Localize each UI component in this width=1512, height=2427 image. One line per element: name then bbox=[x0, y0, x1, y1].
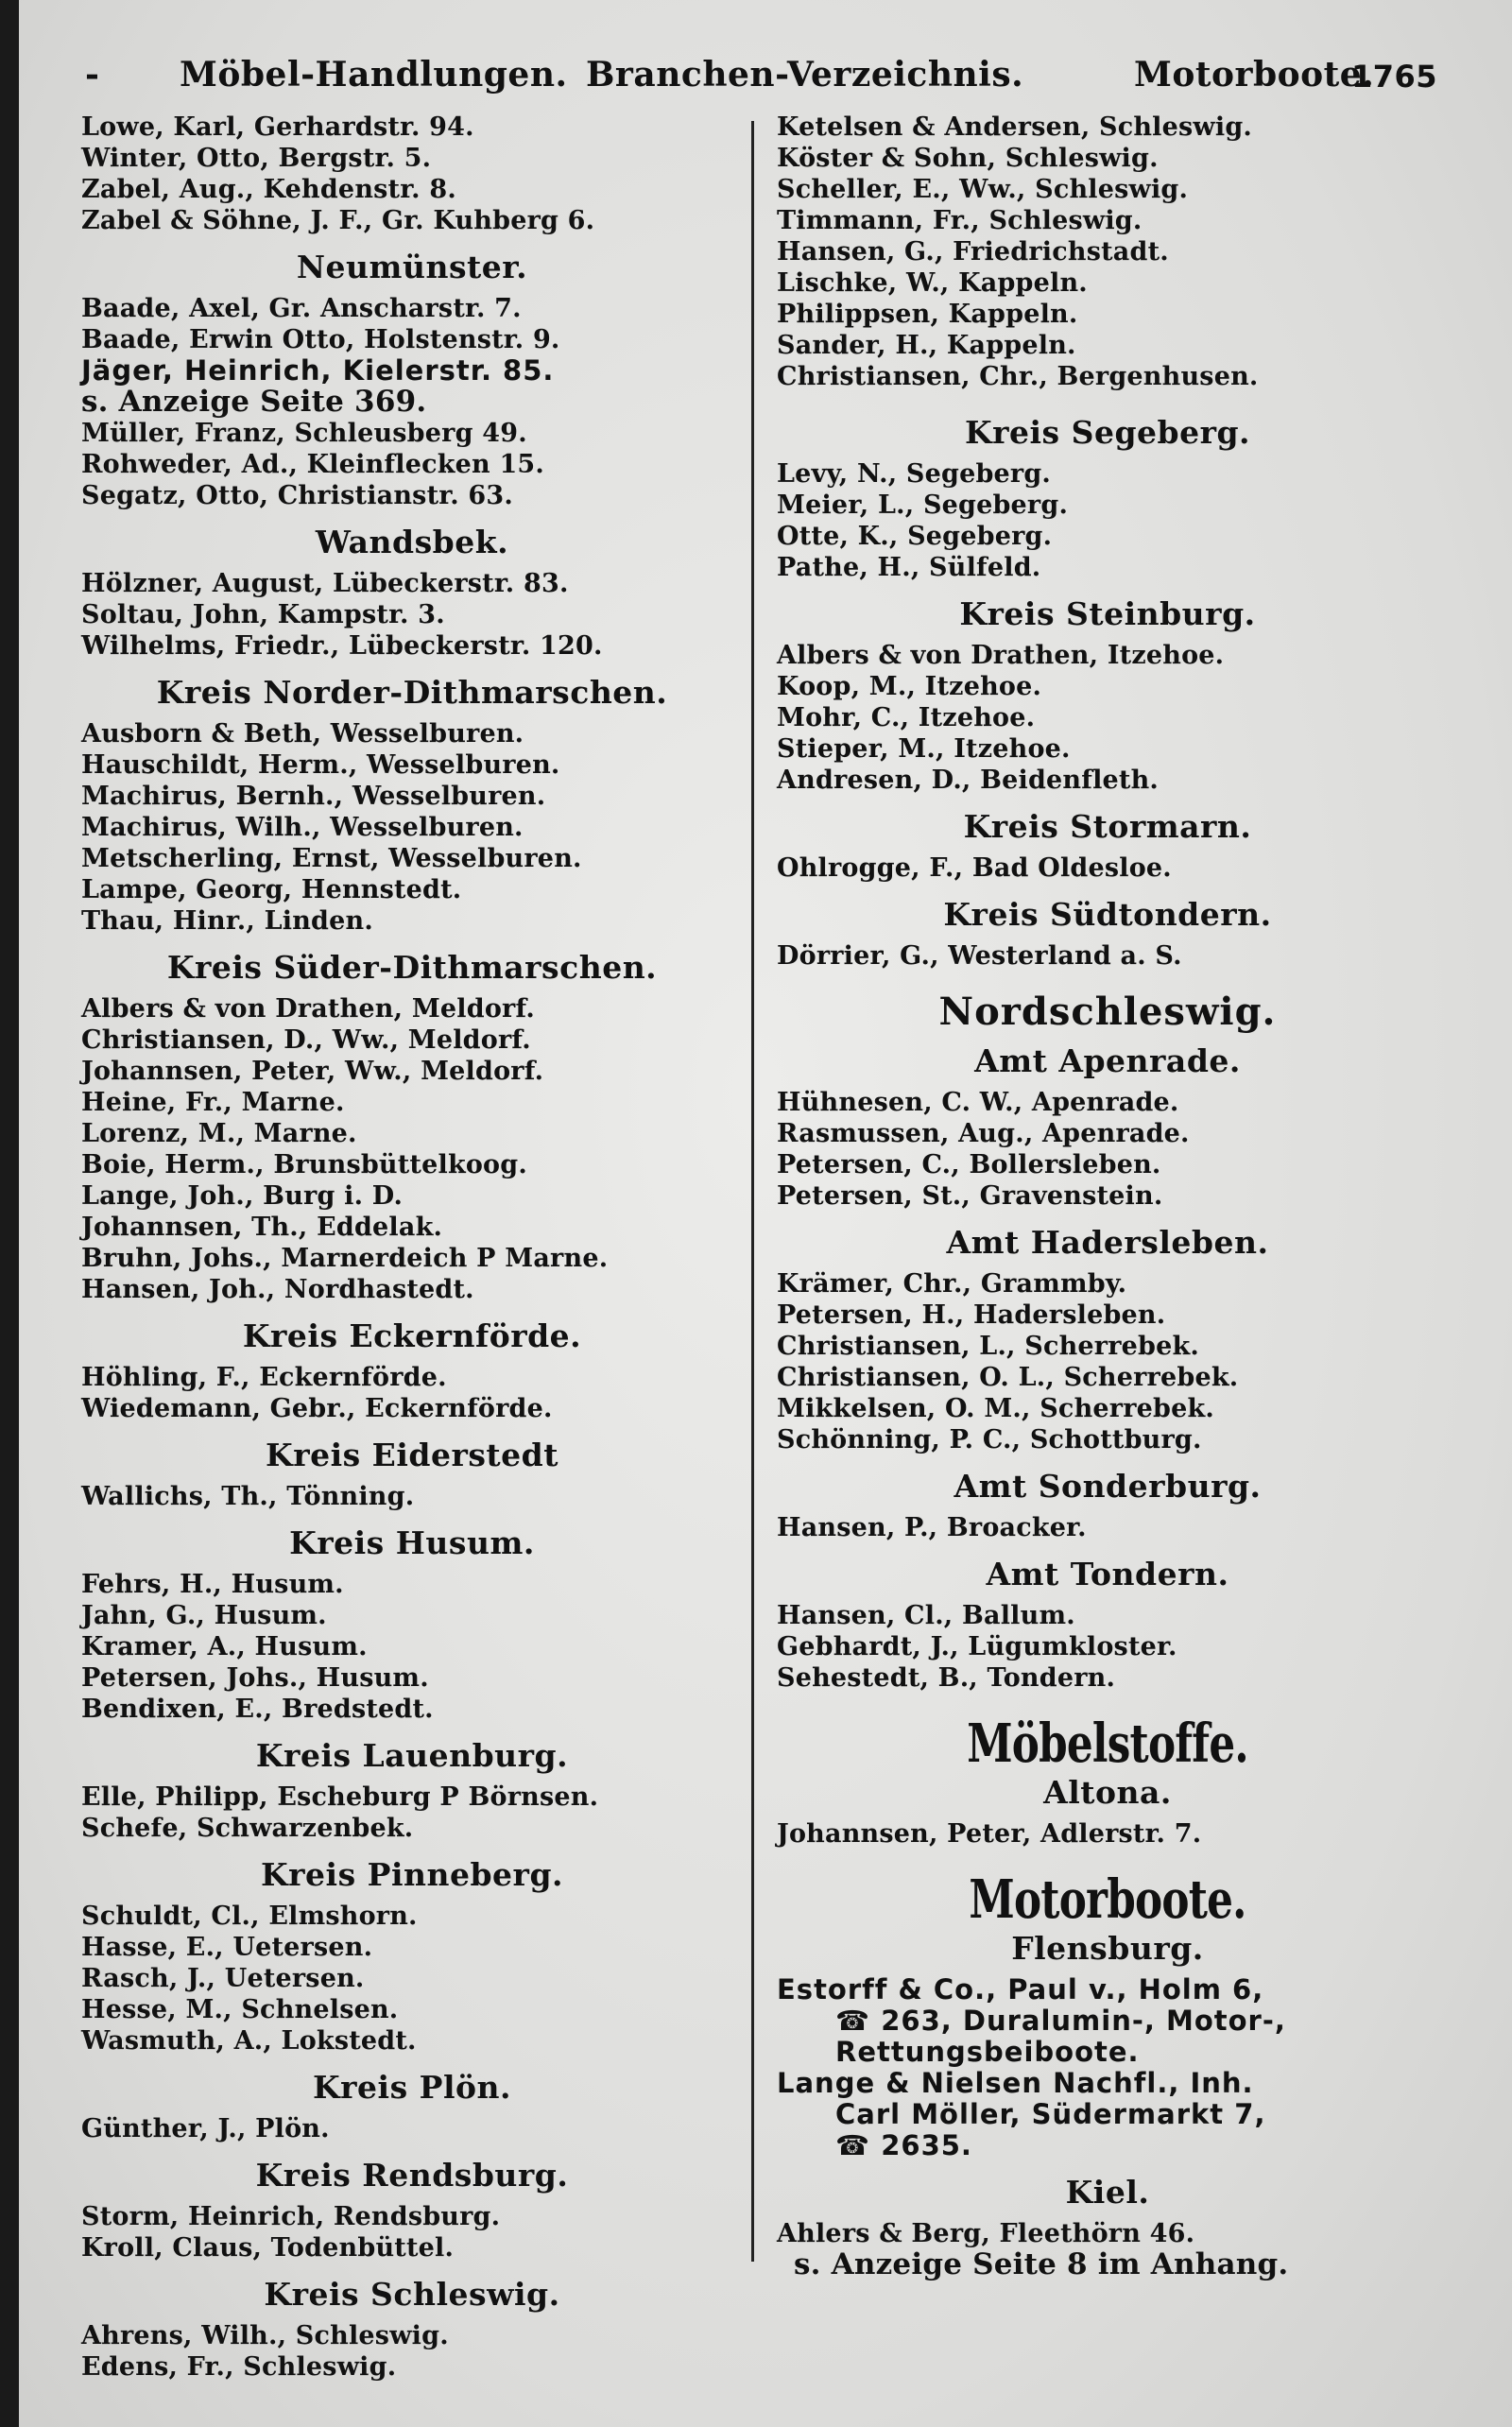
list-item: Pathe, H., Sülfeld. bbox=[777, 553, 1041, 582]
list-item: Lampe, Georg, Hennstedt. bbox=[81, 875, 462, 904]
list-item: Hauschildt, Herm., Wesselburen. bbox=[81, 750, 560, 780]
category-heading-moebelstoffe: Möbelstoffe. bbox=[967, 1713, 1248, 1775]
category-heading-motorboote: Motorboote. bbox=[969, 1868, 1246, 1931]
list-item: Zabel, Aug., Kehdenstr. 8. bbox=[81, 175, 456, 204]
list-item: Ohlrogge, F., Bad Oldesloe. bbox=[777, 853, 1172, 883]
list-item: Johannsen, Peter, Ww., Meldorf. bbox=[81, 1057, 544, 1086]
list-item: Rettungsbeiboote. bbox=[835, 2036, 1140, 2068]
list-item: Andresen, D., Beidenfleth. bbox=[777, 766, 1160, 795]
header-center-title: Branchen-Verzeichnis. bbox=[586, 55, 1024, 95]
list-item: Schefe, Schwarzenbek. bbox=[81, 1814, 414, 1843]
section-heading-rendsburg: Kreis Rendsburg. bbox=[255, 2157, 569, 2194]
list-item: Christiansen, L., Scherrebek. bbox=[777, 1332, 1199, 1361]
list-item: Lischke, W., Kappeln. bbox=[777, 268, 1088, 298]
section-heading-sonderburg: Amt Sonderburg. bbox=[954, 1468, 1262, 1505]
list-item: Hansen, Joh., Nordhastedt. bbox=[81, 1275, 474, 1304]
section-heading-suedtondern: Kreis Südtondern. bbox=[943, 896, 1272, 933]
section-heading-sueder-dithmarschen: Kreis Süder-Dithmarschen. bbox=[166, 949, 658, 986]
list-item: Elle, Philipp, Escheburg P Börnsen. bbox=[81, 1782, 599, 1812]
list-item: Krämer, Chr., Grammby. bbox=[777, 1269, 1127, 1299]
list-item: Lange & Nielsen Nachfl., Inh. bbox=[777, 2067, 1254, 2099]
list-item: Lange, Joh., Burg i. D. bbox=[81, 1181, 404, 1211]
section-heading-neumuenster: Neumünster. bbox=[296, 249, 528, 285]
list-item: Günther, J., Plön. bbox=[81, 2114, 330, 2143]
section-heading-kiel: Kiel. bbox=[1065, 2174, 1150, 2211]
list-item: Thau, Hinr., Linden. bbox=[81, 906, 373, 936]
section-heading-pinneberg: Kreis Pinneberg. bbox=[260, 1856, 564, 1893]
list-item: Albers & von Drathen, Meldorf. bbox=[81, 994, 535, 1024]
list-item: Wallichs, Th., Tönning. bbox=[81, 1482, 415, 1511]
list-item: Kroll, Claus, Todenbüttel. bbox=[81, 2233, 455, 2263]
list-item: Gebhardt, J., Lügumkloster. bbox=[777, 1632, 1177, 1661]
list-item: Hansen, Cl., Ballum. bbox=[777, 1601, 1075, 1630]
section-heading-eckernfoerde: Kreis Eckernförde. bbox=[242, 1317, 582, 1354]
list-item: Jahn, G., Husum. bbox=[81, 1601, 327, 1630]
list-item: Bendixen, E., Bredstedt. bbox=[81, 1695, 434, 1724]
section-heading-hadersleben: Amt Hadersleben. bbox=[946, 1224, 1269, 1261]
section-heading-altona: Altona. bbox=[1043, 1774, 1172, 1811]
section-heading-schleswig: Kreis Schleswig. bbox=[264, 2276, 560, 2313]
section-heading-stormarn: Kreis Stormarn. bbox=[963, 808, 1252, 845]
highlight-entry: Jäger, Heinrich, Kielerstr. 85. bbox=[81, 354, 555, 387]
list-item: Hesse, M., Schnelsen. bbox=[81, 1995, 399, 2024]
list-item: Christiansen, O. L., Scherrebek. bbox=[777, 1363, 1239, 1392]
list-item: Machirus, Bernh., Wesselburen. bbox=[81, 782, 546, 811]
column-divider bbox=[751, 121, 754, 2262]
list-item: Mohr, C., Itzehoe. bbox=[777, 703, 1036, 732]
list-item: Petersen, H., Hadersleben. bbox=[777, 1300, 1166, 1330]
list-item: Segatz, Otto, Christianstr. 63. bbox=[81, 481, 513, 510]
section-heading-flensburg: Flensburg. bbox=[1011, 1930, 1204, 1967]
list-item: Edens, Fr., Schleswig. bbox=[81, 2352, 397, 2382]
left-column bbox=[81, 112, 743, 2383]
list-item: Wiedemann, Gebr., Eckernförde. bbox=[81, 1394, 553, 1423]
list-item: Carl Möller, Südermarkt 7, bbox=[835, 2098, 1266, 2130]
list-item: Hühnesen, C. W., Apenrade. bbox=[777, 1088, 1179, 1117]
list-item: Soltau, John, Kampstr. 3. bbox=[81, 600, 445, 629]
list-item: Storm, Heinrich, Rendsburg. bbox=[81, 2202, 501, 2231]
list-item: Köster & Sohn, Schleswig. bbox=[777, 144, 1159, 173]
list-item: Fehrs, H., Husum. bbox=[81, 1570, 344, 1599]
list-item: Levy, N., Segeberg. bbox=[777, 459, 1052, 489]
section-heading-tondern: Amt Tondern. bbox=[986, 1556, 1229, 1592]
list-item: Sander, H., Kappeln. bbox=[777, 331, 1076, 360]
list-item: Machirus, Wilh., Wesselburen. bbox=[81, 813, 524, 842]
right-column bbox=[777, 112, 1438, 2281]
list-item: Schönning, P. C., Schottburg. bbox=[777, 1425, 1202, 1454]
list-item: Boie, Herm., Brunsbüttelkoog. bbox=[81, 1150, 527, 1179]
list-item: Ausborn & Beth, Wesselburen. bbox=[81, 719, 524, 749]
list-item: Baade, Axel, Gr. Anscharstr. 7. bbox=[81, 294, 522, 323]
section-heading-lauenburg: Kreis Lauenburg. bbox=[255, 1737, 569, 1774]
list-item: Albers & von Drathen, Itzehoe. bbox=[777, 641, 1225, 670]
list-item: Johannsen, Peter, Adlerstr. 7. bbox=[777, 1819, 1202, 1849]
advert-note: s. Anzeige Seite 369. bbox=[81, 385, 427, 419]
section-heading-steinburg: Kreis Steinburg. bbox=[959, 595, 1256, 632]
header-dash: - bbox=[85, 55, 100, 95]
list-item: Rasmussen, Aug., Apenrade. bbox=[777, 1119, 1190, 1148]
section-heading-norder-dithmarschen: Kreis Norder-Dithmarschen. bbox=[156, 674, 668, 711]
list-item: Schuldt, Cl., Elmshorn. bbox=[81, 1902, 418, 1931]
header-left-title: Möbel-Handlungen. bbox=[180, 55, 568, 95]
list-item: Hansen, G., Friedrichstadt. bbox=[777, 237, 1169, 267]
section-heading-husum: Kreis Husum. bbox=[289, 1524, 535, 1561]
list-item: Zabel & Söhne, J. F., Gr. Kuhberg 6. bbox=[81, 206, 595, 235]
list-item: Christiansen, Chr., Bergenhusen. bbox=[777, 362, 1259, 391]
list-item: Höhling, F., Eckernförde. bbox=[81, 1363, 447, 1392]
list-item: Lorenz, M., Marne. bbox=[81, 1119, 357, 1148]
list-item: Metscherling, Ernst, Wesselburen. bbox=[81, 844, 582, 873]
page-header bbox=[76, 55, 1436, 102]
list-item: Estorff & Co., Paul v., Holm 6, bbox=[777, 1973, 1264, 2005]
section-heading-eiderstedt: Kreis Eiderstedt bbox=[266, 1437, 558, 1473]
list-item: Mikkelsen, O. M., Scherrebek. bbox=[777, 1394, 1214, 1423]
section-heading-ploen: Kreis Plön. bbox=[312, 2069, 511, 2106]
list-item: Rasch, J., Uetersen. bbox=[81, 1964, 365, 1993]
list-item: Timmann, Fr., Schleswig. bbox=[777, 206, 1143, 235]
list-item: Sehestedt, B., Tondern. bbox=[777, 1663, 1116, 1693]
region-heading-nordschleswig: Nordschleswig. bbox=[938, 990, 1277, 1034]
list-item: Wasmuth, A., Lokstedt. bbox=[81, 2026, 417, 2056]
list-item: ☎ 2635. bbox=[835, 2129, 972, 2161]
list-item: Otte, K., Segeberg. bbox=[777, 522, 1053, 551]
list-item: Heine, Fr., Marne. bbox=[81, 1088, 345, 1117]
list-item: Philippsen, Kappeln. bbox=[777, 300, 1078, 329]
list-item: ☎ 263, Duralumin-, Motor-, bbox=[835, 2005, 1286, 2037]
list-item: Christiansen, D., Ww., Meldorf. bbox=[81, 1025, 531, 1055]
list-item: Scheller, E., Ww., Schleswig. bbox=[777, 175, 1189, 204]
section-heading-wandsbek: Wandsbek. bbox=[315, 524, 509, 560]
list-item: Hansen, P., Broacker. bbox=[777, 1513, 1087, 1542]
list-item: Ahlers & Berg, Fleethörn 46. bbox=[777, 2219, 1195, 2248]
page-edge-shadow bbox=[0, 0, 19, 2427]
list-item: Baade, Erwin Otto, Holstenstr. 9. bbox=[81, 325, 560, 354]
list-item: Hasse, E., Uetersen. bbox=[81, 1933, 373, 1962]
section-heading-apenrade: Amt Apenrade. bbox=[974, 1042, 1241, 1079]
list-item: Johannsen, Th., Eddelak. bbox=[81, 1213, 443, 1242]
list-item: Stieper, M., Itzehoe. bbox=[777, 734, 1071, 764]
list-item: Petersen, C., Bollersleben. bbox=[777, 1150, 1161, 1179]
list-item: Petersen, St., Gravenstein. bbox=[777, 1181, 1163, 1211]
list-item: Rohweder, Ad., Kleinflecken 15. bbox=[81, 450, 545, 479]
list-item: Petersen, Johs., Husum. bbox=[81, 1663, 429, 1693]
list-item: Müller, Franz, Schleusberg 49. bbox=[81, 419, 527, 448]
header-right-title: Motorboote. bbox=[1134, 55, 1375, 95]
list-item: Meier, L., Segeberg. bbox=[777, 491, 1069, 520]
list-item: Ketelsen & Andersen, Schleswig. bbox=[777, 112, 1252, 142]
list-item: Kramer, A., Husum. bbox=[81, 1632, 368, 1661]
list-item: Bruhn, Johs., Marnerdeich P Marne. bbox=[81, 1244, 609, 1273]
list-item: Winter, Otto, Bergstr. 5. bbox=[81, 144, 432, 173]
list-item: Dörrier, G., Westerland a. S. bbox=[777, 941, 1182, 971]
section-heading-segeberg: Kreis Segeberg. bbox=[964, 414, 1251, 451]
list-item: Wilhelms, Friedr., Lübeckerstr. 120. bbox=[81, 631, 603, 661]
list-item: Hölzner, August, Lübeckerstr. 83. bbox=[81, 569, 569, 598]
list-item: Koop, M., Itzehoe. bbox=[777, 672, 1042, 701]
list-item: Ahrens, Wilh., Schleswig. bbox=[81, 2321, 449, 2350]
page-number: 1765 bbox=[1351, 59, 1438, 95]
advert-note: s. Anzeige Seite 8 im Anhang. bbox=[794, 2247, 1289, 2281]
list-item: Lowe, Karl, Gerhardstr. 94. bbox=[81, 112, 474, 142]
